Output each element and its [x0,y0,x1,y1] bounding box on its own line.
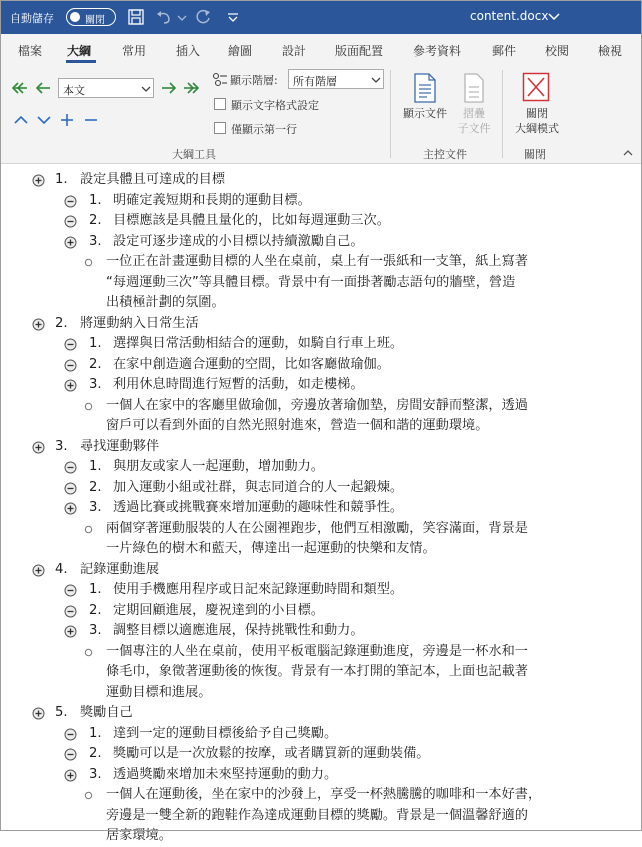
expand-heading-icon[interactable] [64,236,77,249]
heading1-number[interactable]: 4. [55,561,68,577]
heading1-text[interactable]: 設定具體且可達成的目標 [80,172,226,187]
document-area[interactable] [0,165,642,843]
heading2-text[interactable]: 目標應該是具體且量化的，比如每週運動三次。 [113,213,390,228]
body-text-bullet-icon[interactable] [82,523,95,536]
expand-heading-icon[interactable] [32,564,45,577]
body-text-line[interactable]: 旁邊是一雙全新的跑鞋作為達成運動目標的獎勵。背景是一個溫馨舒適的 [106,807,528,823]
undo-icon[interactable] [154,7,174,27]
tab-view[interactable]: 檢視 [598,44,623,58]
show-text-format-checkbox[interactable] [214,98,226,110]
heading1-text[interactable]: 將運動納入日常生活 [80,315,199,331]
expand-heading-icon[interactable] [32,441,45,454]
heading2-text[interactable]: 透過比賽或挑戰賽來增加運動的趣味性和競爭性。 [113,500,404,515]
heading2-text[interactable]: 設定可逐步達成的小目標以持續激勵自己。 [113,233,364,249]
heading1-text[interactable]: 獎勵自己 [80,705,133,720]
body-text-line[interactable]: 居家環境。 [106,828,172,843]
collapse-heading-icon[interactable] [64,748,77,761]
tab-design[interactable]: 設計 [282,44,307,58]
heading2-text[interactable]: 定期回顧進展，慶祝達到的小目標。 [113,602,324,618]
move-up-icon[interactable] [12,112,30,128]
tab-draw[interactable]: 繪圖 [228,44,253,58]
collapse-heading-icon[interactable] [64,195,77,208]
collapse-heading-icon[interactable] [64,338,77,351]
show-first-line-checkbox[interactable] [214,122,226,134]
body-text-bullet-icon[interactable] [82,646,95,659]
promote-to-heading1-icon[interactable] [10,80,28,96]
promote-icon[interactable] [34,80,52,96]
heading1-number[interactable]: 5. [55,705,68,720]
collapse-ribbon-icon[interactable] [622,148,634,158]
body-text-line[interactable]: 條毛巾，象徵著運動後的恢復。背景有一本打開的筆記本，上面也記載著 [106,664,528,679]
heading2-text[interactable]: 利用休息時間進行短暫的活動，如走樓梯。 [113,377,364,392]
body-text-line[interactable]: 出積極計劃的氛圍。 [106,295,225,310]
tab-home[interactable]: 常用 [122,44,147,58]
expand-heading-icon[interactable] [64,769,77,782]
toggle-knob [70,12,80,22]
move-down-icon[interactable] [35,112,53,128]
autosave-label: 自動儲存 [10,12,54,25]
show-level-label: 顯示階層: [230,74,278,87]
heading1-number[interactable]: 1. [55,172,68,187]
close-group-label: 關閉 [524,148,546,161]
tab-insert[interactable]: 插入 [176,44,201,58]
heading2-text[interactable]: 與朋友或家人一起運動，增加動力。 [113,459,324,474]
collapse-heading-icon[interactable] [64,359,77,372]
body-text-line[interactable]: 一個人在運動後，坐在家中的沙發上，享受一杯熱騰騰的咖啡和一本好書， [106,787,542,802]
body-text-line[interactable]: 一個人在家中的客廳里做瑜伽，旁邊放著瑜伽墊，房間安靜而整潔，透過 [106,397,528,413]
ribbon-separator [502,70,503,158]
expand-heading-icon[interactable] [32,318,45,331]
heading2-number[interactable]: 2. [89,356,102,372]
redo-icon[interactable] [194,7,214,27]
body-text-line[interactable]: “每週運動三次”等具體目標。背景中有一面掛著勵志語句的牆壁，營造 [106,274,516,290]
show-document-label[interactable]: 顯示文件 [403,107,447,120]
body-text-line[interactable]: 兩個穿著運動服裝的人在公園裡跑步，他們互相激勵，笑容滿面，背景是 [106,520,528,536]
expand-heading-icon[interactable] [64,625,77,638]
heading2-number[interactable]: 2. [89,602,102,618]
active-tab-indicator [66,60,96,63]
ribbon-tabs [0,34,642,64]
heading1-text[interactable]: 尋找運動夥伴 [80,438,160,454]
heading2-number[interactable]: 2. [89,479,102,495]
show-level-select[interactable] [288,69,384,89]
chevron-down-icon [141,84,151,94]
tab-outline[interactable]: 大綱 [67,44,92,58]
outline-level-select[interactable] [58,78,154,98]
autosave-state: 關閉 [85,15,105,26]
outline-level-value: 本文 [63,84,85,97]
heading2-text[interactable]: 達到一定的運動目標後給予自己獎勵。 [113,725,338,741]
body-text-line[interactable]: 一個專注的人坐在桌前，使用平板電腦記錄運動進度，旁邊是一杯水和一 [106,643,528,659]
tab-mailings[interactable]: 郵件 [492,44,517,58]
heading2-number[interactable]: 3. [89,500,102,515]
heading2-number[interactable]: 1. [89,336,102,351]
expand-heading-icon[interactable] [64,379,77,392]
tab-review[interactable]: 校閱 [545,44,570,58]
heading1-text[interactable]: 記錄運動進展 [80,561,160,577]
close-outline-icon[interactable] [522,72,550,102]
heading2-text[interactable]: 調整目標以適應進展，保持挑戰性和動力。 [113,623,364,638]
heading2-text[interactable]: 明確定義短期和長期的運動目標。 [113,192,311,208]
show-first-line-label: 僅顯示第一行 [231,123,297,136]
heading2-number[interactable]: 1. [89,192,102,208]
save-icon[interactable] [126,7,146,27]
chevron-down-icon [371,75,381,85]
expand-heading-icon[interactable] [32,174,45,187]
collapse-heading-icon[interactable] [64,584,77,597]
demote-icon[interactable] [160,80,178,96]
autosave-toggle[interactable] [66,8,116,26]
show-text-format-label: 顯示文字格式設定 [231,99,319,112]
heading2-number[interactable]: 2. [89,213,102,228]
heading2-text[interactable]: 透過獎勵來增加未來堅持運動的動力。 [113,766,338,782]
collapse-heading-icon[interactable] [64,215,77,228]
customize-toolbar-icon[interactable] [226,7,240,27]
heading2-text[interactable]: 在家中創造適合運動的空間，比如客廳做瑜伽。 [113,356,390,372]
chevron-down-icon[interactable] [547,10,561,24]
expand-heading-icon[interactable] [64,502,77,515]
body-text-bullet-icon[interactable] [82,256,95,269]
heading2-number[interactable]: 1. [89,725,102,741]
show-level-value: 所有階層 [293,75,337,88]
heading2-text[interactable]: 選擇與日常活動相結合的運動，如騎自行車上班。 [113,336,404,351]
collapse-heading-icon[interactable] [64,728,77,741]
master-document-group-label: 主控文件 [423,148,467,161]
body-text-line[interactable]: 運動目標和進展。 [106,684,212,700]
demote-to-body-icon[interactable] [183,80,201,96]
collapse-subdocuments-icon[interactable] [462,72,486,104]
heading1-number[interactable]: 3. [55,438,68,454]
heading2-text[interactable]: 使用手機應用程序或日記來記錄運動時間和類型。 [113,582,404,597]
title-bar [0,0,642,34]
tab-references[interactable]: 參考資料 [413,44,462,58]
collapse-heading-icon[interactable] [64,482,77,495]
heading2-number[interactable]: 2. [89,746,102,761]
heading1-number[interactable]: 2. [55,315,68,331]
tab-file[interactable]: 檔案 [18,44,43,58]
heading2-number[interactable]: 1. [89,582,102,597]
expand-icon[interactable] [58,112,76,128]
heading2-text[interactable]: 加入運動小組或社群，與志同道合的人一起鍛煉。 [113,479,404,495]
heading2-number[interactable]: 3. [89,377,102,392]
collapse-subdocuments-label[interactable]: 摺疊 子文件 [457,107,491,135]
body-text-line[interactable]: 一位正在計畫運動目標的人坐在桌前，桌上有一張紙和一支筆，紙上寫著 [106,254,528,269]
tab-layout[interactable]: 版面配置 [335,44,384,58]
show-document-icon[interactable] [412,72,438,104]
body-text-bullet-icon[interactable] [82,400,95,413]
undo-dropdown-icon[interactable] [176,7,188,27]
ribbon-separator [390,70,391,158]
heading2-number[interactable]: 3. [89,766,102,782]
heading2-text[interactable]: 獎勵可以是一次放鬆的按摩，或者購買新的運動裝備。 [113,746,430,761]
collapse-heading-icon[interactable] [64,605,77,618]
expand-heading-icon[interactable] [32,707,45,720]
outline-tools-group-label: 大綱工具 [172,148,216,161]
close-outline-label[interactable]: 關閉 大綱模式 [515,107,559,135]
body-text-bullet-icon[interactable] [82,789,95,802]
heading2-number[interactable]: 3. [89,623,102,638]
heading2-number[interactable]: 1. [89,459,102,474]
collapse-heading-icon[interactable] [64,461,77,474]
collapse-icon[interactable] [82,112,100,128]
show-level-icon [212,72,228,88]
document-title: content.docx [470,9,549,23]
body-text-line[interactable]: 窗戶可以看到外面的自然光照射進來，營造一個和諧的運動環境。 [106,418,489,433]
body-text-line[interactable]: 一片綠色的樹木和藍天，傳達出一起運動的快樂和友情。 [106,541,436,556]
heading2-number[interactable]: 3. [89,233,102,249]
